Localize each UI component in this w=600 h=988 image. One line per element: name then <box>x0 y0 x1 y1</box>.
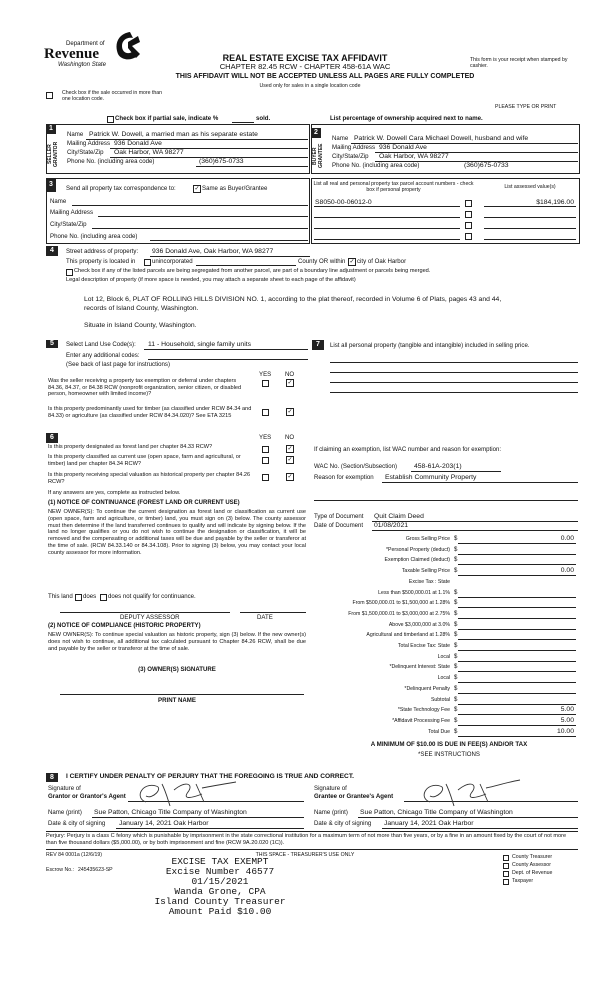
tax-row-line <box>458 714 576 715</box>
doc-date-line <box>372 530 578 531</box>
doc-date-label: Date of Document <box>314 522 364 529</box>
personal-line-4 <box>330 392 578 393</box>
tax-row-line <box>458 661 576 662</box>
copy-checkbox[interactable] <box>503 879 509 885</box>
s1-mail-label: Mailing Address <box>67 140 111 147</box>
personal-property-checkbox-2[interactable] <box>465 211 472 218</box>
owner-signature-line <box>60 694 304 695</box>
personal-property-label: List all personal property (tangible and intangible) included in selling price. <box>330 342 530 349</box>
treasurer-stamp <box>145 857 295 917</box>
s1-phone-value[interactable]: (360)675-0733 <box>199 158 244 165</box>
tax-row-dollar: $ <box>454 663 458 670</box>
s6-q1-yes-checkbox[interactable] <box>262 446 269 453</box>
grantee-signature-label-1: Signature of <box>314 785 347 792</box>
tax-row-label: Local <box>437 654 450 660</box>
s2-name-value[interactable]: Patrick W. Dowell Cara Michael Dowell, husband and wife <box>354 135 529 142</box>
tax-row-line <box>458 597 576 598</box>
grantee-signature <box>416 776 526 808</box>
footer-divider <box>46 849 578 850</box>
tax-row-dollar: $ <box>454 535 458 542</box>
s2-mail-value[interactable]: 936 Donald Ave <box>379 144 427 151</box>
s1-city-label: City/State/Zip <box>67 149 104 156</box>
tax-row-line <box>458 629 576 630</box>
please-type: PLEASE TYPE OR PRINT <box>495 104 557 110</box>
county-line <box>196 265 296 266</box>
this-land-label: This land <box>48 593 73 600</box>
tax-row-label: *Personal Property (deduct) <box>385 547 450 553</box>
section-6-number: 6 <box>46 433 58 443</box>
grantee-date-line <box>382 828 578 829</box>
stamp-line-3: 01/15/2021 <box>191 876 249 887</box>
partial-sale-line <box>232 122 254 123</box>
tax-row-label: *Delinquent Interest: State <box>389 664 450 670</box>
personal-property-checkbox-1[interactable] <box>465 200 472 207</box>
section-2-number: 2 <box>311 128 321 138</box>
reason-line-2 <box>314 500 578 501</box>
grantor-signature <box>132 778 242 808</box>
s1-name-value: Patrick W. Dowell, a married man as his separate estate <box>89 131 258 138</box>
doc-type-value[interactable]: Quit Claim Deed <box>374 513 424 520</box>
tax-row-line <box>458 650 576 651</box>
notice-1-title: (1) NOTICE OF CONTINUANCE (FOREST LAND OR CURRENT USE) <box>48 500 240 506</box>
s5-no-header: NO <box>285 371 295 378</box>
s3-name-line <box>72 205 308 206</box>
tax-row-value[interactable]: 5.00 <box>560 706 574 713</box>
s5-q1-yes-checkbox[interactable] <box>262 380 269 387</box>
partial-sale-checkbox[interactable] <box>107 116 114 123</box>
parcel-list-label: List all real and personal property tax parcel account numbers - check box if personal property <box>313 181 474 194</box>
segregated-label: Check box if any of the listed parcels are being segregated from another parcel, are part of a boundary line adjustment or parcels being merged. <box>74 268 431 274</box>
city-of-checkbox[interactable]: ✓ <box>349 259 355 265</box>
street-value[interactable]: 936 Donald Ave, Oak Harbor, WA 98277 <box>152 248 274 255</box>
tax-row-label: *Delinquent Penalty <box>404 686 450 692</box>
s1-phone-line <box>196 166 308 167</box>
s3-send-label: Send all property tax correspondence to: <box>66 185 176 192</box>
single-location-note: Used only for sales in a single location code <box>259 83 361 89</box>
copy-checkbox[interactable] <box>503 871 509 877</box>
s5-q2-no-checkbox[interactable]: ✓ <box>287 409 293 415</box>
assessed-line-2 <box>484 217 576 218</box>
tax-row-dollar: $ <box>454 567 458 574</box>
tax-row-dollar: $ <box>454 717 458 724</box>
form-subtitle: CHAPTER 82.45 RCW - CHAPTER 458-61A WAC <box>219 62 391 71</box>
section-4-number: 4 <box>46 246 58 256</box>
copy-label: Dept. of Revenue <box>512 870 553 876</box>
grantor-signature-label-2: Grantor or Grantor's Agent <box>48 793 126 800</box>
copy-label: County Treasurer <box>512 854 553 860</box>
grantee-date-city-label: Date & city of signing <box>314 820 372 827</box>
s5-q2-yes-checkbox[interactable] <box>262 409 269 416</box>
s2-phone-value[interactable]: (360)675-0733 <box>464 162 509 169</box>
section-7-number: 7 <box>312 340 324 350</box>
s3-mail-line <box>98 216 308 217</box>
same-as-buyer-label: Same as Buyer/Grantee <box>202 185 268 192</box>
s5-question-1: Was the seller receiving a property tax exemption or deferral under chapters 84.36, 84.37, or 84.38 RCW (nonprofit organization, senior citizen, or disabled person, homeowner with limited income)? <box>48 378 242 398</box>
s6-question-3: Is this property receiving special valuation as historical property per chapter 84.26 RCW? <box>48 472 251 485</box>
seller-grantor-label: SELLER GRANTOR <box>47 141 59 167</box>
warning-banner: THIS AFFIDAVIT WILL NOT BE ACCEPTED UNLESS ALL PAGES ARE FULLY COMPLETED <box>175 73 475 80</box>
grantor-name-print-label: Name (print) <box>48 809 82 816</box>
tax-row-line <box>458 564 576 565</box>
s1-name-label: Name <box>67 131 84 138</box>
assessed-label: List assessed value(s) <box>504 184 556 190</box>
grantee-name-print-label: Name (print) <box>314 809 348 816</box>
legal-desc-line2: records of Island County, Washington. <box>84 305 199 312</box>
s5-question-2: Is this property predominantly used for timber (as classified under RCW 84.34 and 84.33) or agriculture (as classified under RCW 84.34.020)? See ETA 3215 <box>48 406 252 419</box>
s2-phone-label: Phone No. (including area code) <box>332 162 420 169</box>
tax-row-dollar: $ <box>454 674 458 681</box>
s2-mail-label: Mailing Address <box>332 144 376 151</box>
tax-row-dollar: $ <box>454 642 458 649</box>
tax-row-dollar: $ <box>454 589 458 596</box>
s6-q3-yes-checkbox[interactable] <box>262 474 269 481</box>
tax-row-label: Above $3,000,000 at 3.0% <box>388 622 450 628</box>
assessed-line-3 <box>484 228 576 229</box>
grantor-name-line <box>92 817 304 818</box>
tax-row-line <box>458 607 576 608</box>
copy-checkbox[interactable] <box>503 855 509 861</box>
s6-q2-no-checkbox[interactable]: ✓ <box>287 457 293 463</box>
tax-row-dollar: $ <box>454 685 458 692</box>
dept-line3: Washington State <box>58 61 106 68</box>
additional-codes-line <box>148 359 308 360</box>
grantor-date-city-label: Date & city of signing <box>48 820 106 827</box>
legal-desc-line1: Lot 12, Block 6, PLAT OF ROLLING HILLS DIVISION NO. 1, according to the plat thereof, recorded in Volume 6 of Plats, pages 43 and 44, <box>84 296 502 303</box>
tax-row-label: *Affidavit Processing Fee <box>392 718 450 724</box>
multi-location-label: Check box if the sale occurred in more than one location code. <box>62 90 163 103</box>
street-line <box>150 256 310 257</box>
unincorporated-label: unincorporated <box>152 258 193 265</box>
tax-row-label: Total Due <box>428 729 450 735</box>
copy-label: Taxpayer <box>512 878 534 884</box>
s6-question-1: Is this property designated as forest land per chapter 84.33 RCW? <box>48 444 213 450</box>
tax-row-line <box>458 575 576 576</box>
tax-row-dollar: $ <box>454 556 458 563</box>
grantor-date-city[interactable]: January 14, 2021 Oak Harbor <box>119 820 209 827</box>
parcel-line-4 <box>314 239 460 240</box>
tax-row-line <box>458 725 576 726</box>
stamp-line-6: Amount Paid $10.00 <box>168 906 272 917</box>
perjury-divider <box>46 831 578 832</box>
notice-2-title: (2) NOTICE OF COMPLIANCE (HISTORIC PROPERTY) <box>48 623 201 629</box>
legal-label: Legal description of property (if more space is needed, you may attach a separate sheet to each page of the affidavit) <box>66 277 356 283</box>
tax-row-label: Taxable Selling Price <box>401 568 450 574</box>
owner-signature-label: (3) OWNER(S) SIGNATURE <box>138 666 216 673</box>
s6-q2-yes-checkbox[interactable] <box>262 457 269 464</box>
s3-name-label: Name <box>50 198 67 205</box>
tax-row-dollar: $ <box>454 599 458 606</box>
grantee-name-print[interactable]: Sue Patton, Chicago Title Company of Washington <box>360 809 513 816</box>
same-as-buyer-checkbox[interactable]: ✓ <box>194 186 200 192</box>
reason-label: Reason for exemption <box>314 474 374 481</box>
s5-yes-header: YES <box>259 371 272 378</box>
deputy-line <box>60 612 230 613</box>
print-name-label: PRINT NAME <box>158 697 196 704</box>
tax-row-label: From $500,000.01 to $1,500,000 at 1.28% <box>352 600 450 606</box>
form-title: REAL ESTATE EXCISE TAX AFFIDAVIT <box>222 53 388 63</box>
land-does-label: does <box>83 593 97 600</box>
wac-label: WAC No. (Section/Subsection) <box>314 463 398 470</box>
tax-row-label: Subtotal <box>430 697 450 703</box>
if-yes-note: If any answers are yes, complete as instructed below. <box>48 490 181 496</box>
tax-row-dollar: $ <box>454 610 458 617</box>
wac-value[interactable]: 458-61A-203(1) <box>414 463 462 470</box>
grantor-name-print[interactable]: Sue Patton, Chicago Title Company of Washington <box>94 809 247 816</box>
multi-location-checkbox[interactable] <box>46 92 53 99</box>
s6-q3-no-checkbox[interactable]: ✓ <box>287 474 293 480</box>
stamp-line-5: Island County Treasurer <box>154 896 286 907</box>
land-does-not-checkbox[interactable] <box>100 594 107 601</box>
dor-logo <box>44 30 154 70</box>
notice-2-text: NEW OWNER(S): To continue special valuation as historic property, sign (3) below. If the new owner(s) does not wish to continue, all additional tax calculated pursuant to Chapter 84.26 RCW, shall be due and payable by the seller or transferor at the time of sale. <box>48 632 306 652</box>
tax-row-line <box>458 682 576 683</box>
s2-name-label: Name <box>332 135 349 142</box>
tax-row-label: Exemption Claimed (deduct) <box>384 557 450 563</box>
assessed-line-1 <box>484 206 576 207</box>
city-of-label: city of Oak Harbor <box>357 258 407 265</box>
assessed-value[interactable]: $184,196.00 <box>536 199 574 206</box>
additional-codes-label: Enter any additional codes: <box>66 352 140 359</box>
form-revision: REV 84 0001a (12/6/19) <box>46 852 102 858</box>
land-does-checkbox[interactable] <box>75 594 82 601</box>
sold-label: sold. <box>256 115 271 122</box>
tax-row-line <box>458 543 576 544</box>
reason-line <box>382 482 578 483</box>
tax-row-dollar: $ <box>454 706 458 713</box>
tax-row-line <box>458 736 576 737</box>
situate-line: Situate in Island County, Washington. <box>84 322 197 329</box>
tax-row-line <box>458 554 576 555</box>
s1-phone-label: Phone No. (including area code) <box>67 158 155 165</box>
receipt-note: This form is your receipt when stamped by cashier. <box>470 57 568 70</box>
assessed-line-4 <box>484 239 576 240</box>
grantee-signature-label-2: Grantee or Grantee's Agent <box>314 793 394 800</box>
s6-yes-header: YES <box>259 434 272 441</box>
deputy-date-line <box>240 612 306 613</box>
treasurer-use-label: THIS SPACE - TREASURER'S USE ONLY <box>255 852 355 858</box>
wac-line <box>411 471 501 472</box>
tax-row-label: Less than $500,000.01 at 1.1% <box>378 590 450 596</box>
perjury-statement: Perjury: Perjury is a class C felony which is punishable by imprisonment in the state correctional institution for a maximum term of not more than five years, or by a fine in an amount fixed by the court of not more than five thousand dollars ($5,000.00), or by both imprisonment and fine (RCW 9A.20.020 (1C)). <box>46 833 567 846</box>
tax-row-line <box>458 671 576 672</box>
tax-row-dollar: $ <box>454 653 458 660</box>
land-use-value[interactable]: 11 - Household, single family units <box>148 341 252 348</box>
s6-no-header: NO <box>285 434 295 441</box>
tax-row-dollar: $ <box>454 631 458 638</box>
notice-1-text: NEW OWNER(S): To continue the current designation as forest land or classification as current use (open space, farm and agriculture, or timber) land, you must sign on (3) below. The county assessor must then determine if the land transferred continues to qualify and will indicate by signing below. If the land no longer qualifies or you do not wish to continue the designation or classification, it will be removed and the compensating or additional taxes will be due and payable by the seller or transferor at the time of sale. (RCW 84.33.140 or 84.34.108). Prior to signing (3) below, you may contact your local county assessor for more information. <box>48 509 306 556</box>
grantee-date-city[interactable]: January 14, 2021 Oak Harbor <box>384 820 474 827</box>
tax-row-label: Agricultural and timberland at 1.28% <box>366 632 450 638</box>
tax-row-label: Local <box>437 675 450 681</box>
parcel-line-3 <box>314 228 460 229</box>
parcel-number[interactable]: S8050-00-06012-0 <box>315 199 372 206</box>
deputy-date-label: DATE <box>257 614 273 621</box>
tax-row-line <box>458 693 576 694</box>
land-use-label: Select Land Use Code(s): <box>66 341 136 348</box>
tax-row-label: Gross Selling Price <box>405 536 450 542</box>
grantee-name-line <box>358 817 578 818</box>
s3-phone-line <box>150 240 308 241</box>
s2-city-value[interactable]: Oak Harbor, WA 98277 <box>379 153 449 160</box>
land-use-line <box>144 349 308 350</box>
tax-row-label: *State Technology Fee <box>397 707 450 713</box>
s2-city-label: City/State/Zip <box>332 153 369 160</box>
deputy-assessor-label: DEPUTY ASSESSOR <box>120 614 180 621</box>
personal-line-2 <box>330 372 578 373</box>
copy-label: County Assessor <box>512 862 551 868</box>
s3-mail-label: Mailing Address <box>50 209 94 216</box>
doc-type-label: Type of Document <box>314 513 364 520</box>
escrow-number: 245435623-SP <box>78 867 113 873</box>
tax-row-value[interactable]: 5.00 <box>560 717 574 724</box>
reason-value[interactable]: Establish Community Property <box>385 474 477 481</box>
doc-date-value[interactable]: 01/08/2021 <box>374 522 409 529</box>
grantor-signature-label-1: Signature of <box>48 785 81 792</box>
buyer-grantee-label: BUYER GRANTEE <box>312 143 324 169</box>
tax-row-value[interactable]: 0.00 <box>560 535 574 542</box>
personal-line-1 <box>330 362 578 363</box>
tax-row-dollar: $ <box>454 728 458 735</box>
copy-checkbox[interactable] <box>503 863 509 869</box>
s6-question-2: Is this property classified as current use (open space, farm and agricultural, or timber) land per chapter 84.34 RCW? <box>48 454 241 467</box>
located-in-label: This property is located in <box>66 258 136 265</box>
section-8-number: 8 <box>46 773 58 782</box>
section-5-number: 5 <box>46 340 58 348</box>
dept-line1: Department of <box>66 40 105 47</box>
tax-row-label: From $1,500,000.01 to $3,000,000 at 2.75% <box>348 611 450 617</box>
certify-statement: I CERTIFY UNDER PENALTY OF PERJURY THAT THE FOREGOING IS TRUE AND CORRECT. <box>66 773 354 780</box>
tax-row-line <box>458 639 576 640</box>
s1-mail-value[interactable]: 936 Donald Ave <box>114 140 162 147</box>
segregated-checkbox[interactable] <box>66 269 73 276</box>
s3-city-line <box>92 228 308 229</box>
tax-row-dollar: $ <box>454 621 458 628</box>
tax-row-line <box>458 704 576 705</box>
dept-line2: Revenue <box>44 46 99 62</box>
stamp-line-1: EXCISE TAX EXEMPT <box>171 856 269 867</box>
see-instructions: *SEE INSTRUCTIONS <box>418 751 480 758</box>
section-1-number: 1 <box>46 124 56 134</box>
grantor-date-line <box>116 828 304 829</box>
stamp-line-2: Excise Number 46577 <box>165 866 275 877</box>
land-does-not-label: does not qualify for continuance. <box>108 593 196 600</box>
claim-exemption-label: If claiming an exemption, list WAC number and reason for exemption: <box>314 446 502 453</box>
tax-row-label: Total Excise Tax: State <box>397 643 450 649</box>
dor-logo-mark-icon <box>112 30 142 62</box>
s6-q1-no-checkbox[interactable]: ✓ <box>287 446 293 452</box>
tax-row-dollar: $ <box>454 546 458 553</box>
unincorporated-checkbox[interactable] <box>144 259 151 266</box>
s1-city-value[interactable]: Oak Harbor, WA 98277 <box>114 149 184 156</box>
s3-phone-label: Phone No. (including area code) <box>50 233 138 240</box>
minimum-due-note: A MINIMUM OF $10.00 IS DUE IN FEE(S) AND/OR TAX <box>370 741 528 748</box>
partial-sale-label: Check box if partial sale, indicate % <box>115 115 219 122</box>
tax-row-label: Excise Tax : State <box>408 579 450 585</box>
escrow-label: Escrow No.: <box>46 867 74 873</box>
s3-city-label: City/State/Zip <box>50 221 87 228</box>
tax-row-value[interactable]: 0.00 <box>560 567 574 574</box>
parcel-line-1 <box>314 206 460 207</box>
street-label: Street address of property: <box>66 248 139 255</box>
personal-line-3 <box>330 382 578 383</box>
parcel-line-2 <box>314 217 460 218</box>
see-back-label: (See back of last page for instructions) <box>66 361 170 368</box>
tax-row-line <box>458 618 576 619</box>
personal-property-checkbox-4[interactable] <box>465 233 472 240</box>
tax-row-value[interactable]: 10.00 <box>556 728 574 735</box>
s5-q1-no-checkbox[interactable]: ✓ <box>287 380 293 386</box>
section-3-number: 3 <box>46 178 56 192</box>
list-percentage-label: List percentage of ownership acquired next to name. <box>330 115 483 122</box>
stamp-line-4: Wanda Grone, CPA <box>174 886 266 897</box>
county-or-label: County OR within <box>298 258 346 265</box>
personal-property-checkbox-3[interactable] <box>465 222 472 229</box>
tax-row-dollar: $ <box>454 696 458 703</box>
